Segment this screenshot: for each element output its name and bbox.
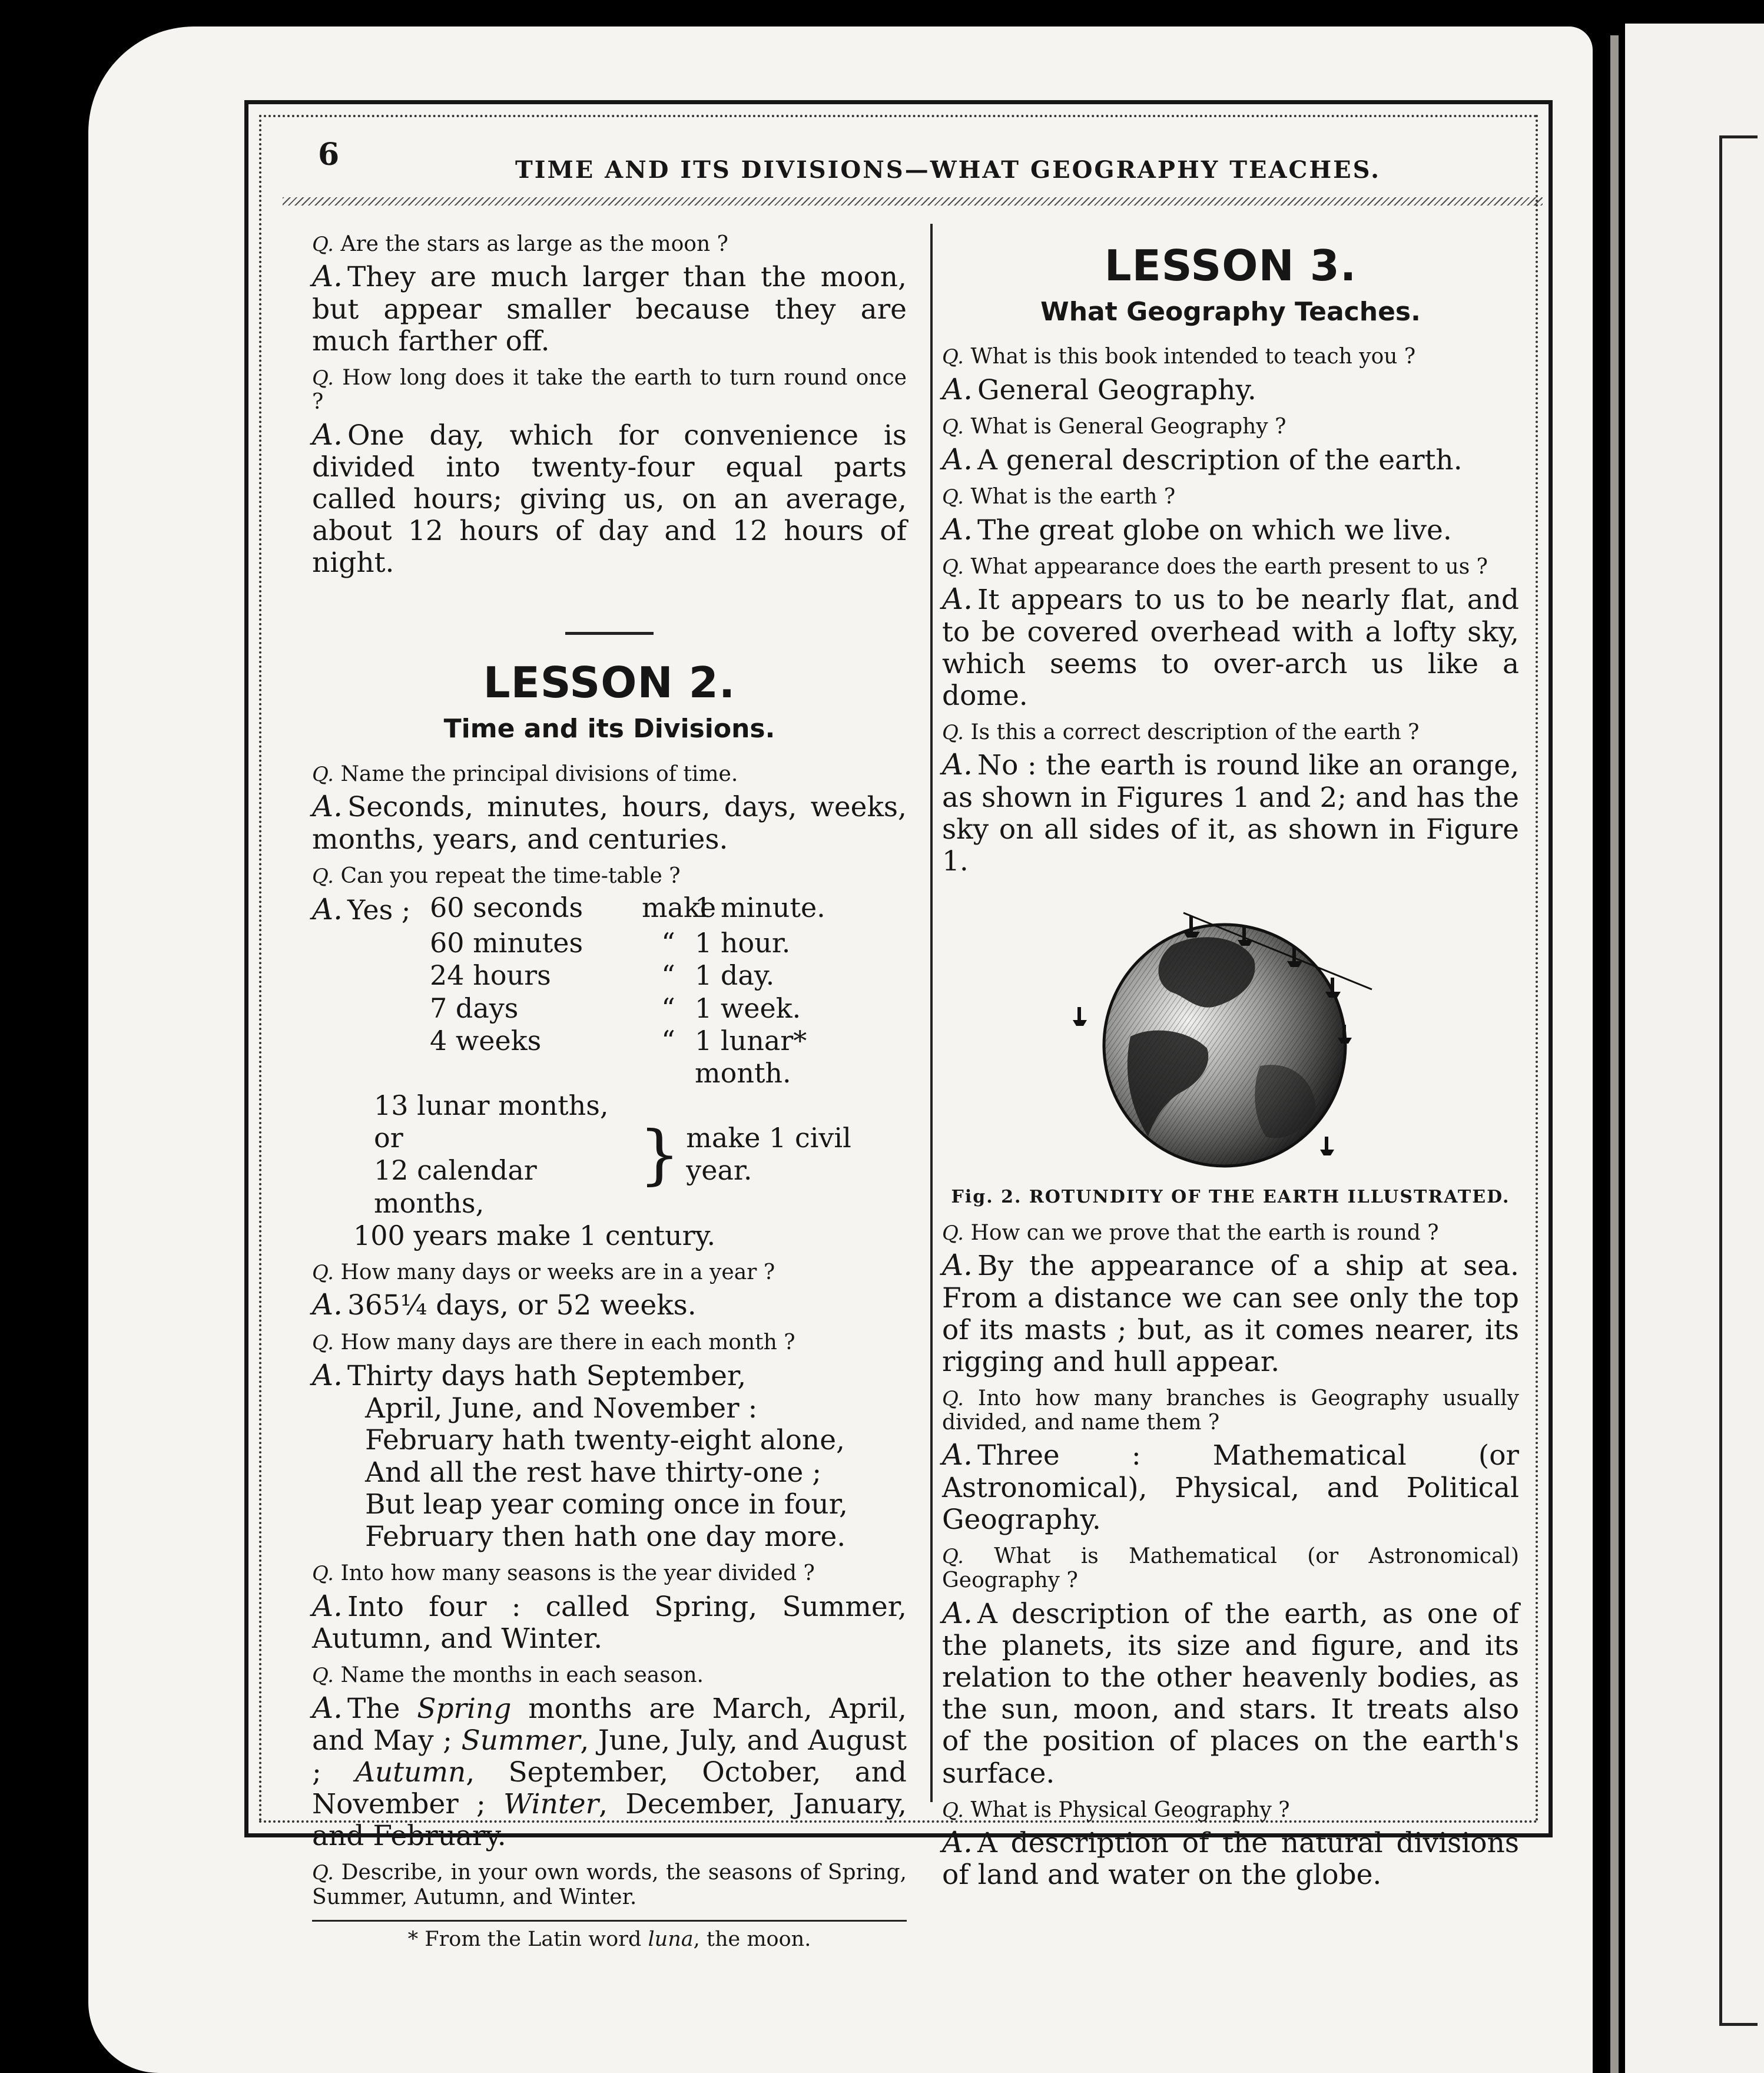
question: Q. Is this a correct description of the earth ? — [942, 720, 1420, 745]
question: Q. Into how many branches is Geography usually divided, and name them ? — [942, 1386, 1520, 1435]
time-table-row: 7 days “ 1 week. — [430, 992, 801, 1024]
running-head: TIME AND ITS DIVISIONS—WHAT GEOGRAPHY TEACHES. — [515, 156, 1381, 184]
question: Q. How many days are there in each month ? — [312, 1330, 795, 1355]
right-column — [942, 224, 1519, 1899]
answer: A. The great globe on which we live. — [942, 512, 1452, 547]
lesson-subtitle: Time and its Divisions. — [443, 714, 775, 744]
brace-glyph: } — [639, 1116, 681, 1192]
answer: A. No : the earth is round like an orange, as shown in Figures 1 and 2; and has the sky on all sides of it, as shown in Figure 1. — [942, 747, 1519, 878]
header-rule — [283, 197, 1543, 206]
question: Q. What appearance does the earth present to us ? — [942, 555, 1488, 579]
time-table-row: 60 minutes “ 1 hour. — [430, 927, 791, 959]
question: Q. What is Physical Geography ? — [942, 1797, 1290, 1822]
civil-year-row: 13 lunar months, or 12 calendar months, } make 1 civil year. — [374, 1090, 851, 1219]
page-number: 6 — [318, 137, 340, 173]
question: Q. Can you repeat the time-table ? — [312, 863, 681, 888]
answer: A. Seconds, minutes, hours, days, weeks, months, years, and centuries. — [312, 789, 907, 856]
rhyme-line: April, June, and November : — [365, 1392, 758, 1425]
binding-edge — [1610, 35, 1619, 2073]
rhyme-line: And all the rest have thirty-one ; — [365, 1456, 822, 1489]
rhyme-line: A. Thirty days hath September, — [312, 1358, 747, 1393]
answer: A. General Geography. — [942, 372, 1256, 406]
time-table-row: 4 weeks “ 1 lunar* month. — [430, 1024, 807, 1089]
answer: A. A general description of the earth. — [942, 442, 1463, 476]
answer: A. 365¼ days, or 52 weeks. — [312, 1287, 697, 1322]
question: Q. Into how many seasons is the year divided ? — [312, 1561, 815, 1586]
answer: A. Three : Mathematical (or Astronomical), Physical, and Political Geography. — [942, 1438, 1519, 1536]
footnote: * From the Latin word luna, the moon. — [407, 1928, 811, 1952]
rhyme-line: But leap year coming once in four, — [365, 1488, 848, 1521]
question: Q. How long does it take the earth to turn round once ? — [312, 365, 907, 415]
answer: A. They are much larger than the moon, but appear smaller because they are much farther off. — [312, 259, 907, 357]
time-table-row: A. Yes ; 60 seconds make 1 minute. — [312, 892, 825, 927]
century-row: 100 years make 1 century. — [353, 1219, 716, 1251]
answer: A. It appears to us to be nearly flat, and to be covered overhead with a lofty sky, which seems to over-arch us like a dome. — [942, 582, 1519, 713]
months-rhyme — [312, 1358, 907, 1553]
question: Q. How many days or weeks are in a year ? — [312, 1260, 775, 1285]
footnote-rule — [312, 1920, 907, 1922]
left-column — [312, 224, 907, 1951]
answer: A. A description of the natural divisions of land and water on the globe. — [942, 1824, 1519, 1892]
section-rule — [565, 632, 654, 635]
time-table-row: 24 hours “ 1 day. — [430, 959, 775, 992]
figure-caption: Fig. 2. ROTUNDITY OF THE EARTH ILLUSTRATED. — [951, 1187, 1510, 1208]
question: Q. What is this book intended to teach you ? — [942, 345, 1416, 369]
next-page-frame — [1719, 135, 1758, 2026]
answer: A. One day, which for convenience is divided into twenty-four equal parts called hours; giving us, on an average, about 12 hours of day and 12 hours of night. — [312, 417, 907, 579]
question: Q. Name the months in each season. — [312, 1663, 704, 1688]
answer: A. By the appearance of a ship at sea. From a distance we can see only the top of its masts ; but, as it comes nearer, its rigging and hull appear. — [942, 1248, 1519, 1378]
lesson-subtitle: What Geography Teaches. — [1040, 296, 1421, 327]
lesson-title: LESSON 3. — [1104, 241, 1357, 290]
globe-figure — [942, 889, 1519, 1184]
question: Q. Name the principal divisions of time. — [312, 761, 738, 786]
question: Q. Are the stars as large as the moon ? — [312, 232, 728, 256]
question: Q. How can we prove that the earth is round ? — [942, 1220, 1439, 1245]
question: Q. Describe, in your own words, the seasons of Spring, Summer, Autumn, and Winter. — [312, 1860, 907, 1909]
answer: A. The Spring months are March, April, and May ; Summer, June, July, and August ; Autumn, September, October, and November ; Winter, December, January, and February. — [312, 1690, 907, 1853]
globe-illustration — [1066, 889, 1395, 1184]
column-divider — [930, 224, 933, 1802]
lesson-title: LESSON 2. — [483, 658, 736, 708]
question: Q. What is Mathematical (or Astronomical) Geography ? — [942, 1544, 1519, 1593]
time-table — [312, 892, 907, 1252]
answer: A. Into four : called Spring, Summer, Autumn, and Winter. — [312, 1588, 907, 1655]
answer: A. A description of the earth, as one of the planets, its size and figure, and its relation to the other heavenly bodies, as the sun, moon, and stars. It treats also of the position of places on the earth's surface. — [942, 1595, 1519, 1790]
question: Q. What is the earth ? — [942, 485, 1176, 509]
question: Q. What is General Geography ? — [942, 415, 1286, 439]
rhyme-line: February then hath one day more. — [365, 1520, 846, 1553]
rhyme-line: February hath twenty-eight alone, — [365, 1424, 845, 1457]
